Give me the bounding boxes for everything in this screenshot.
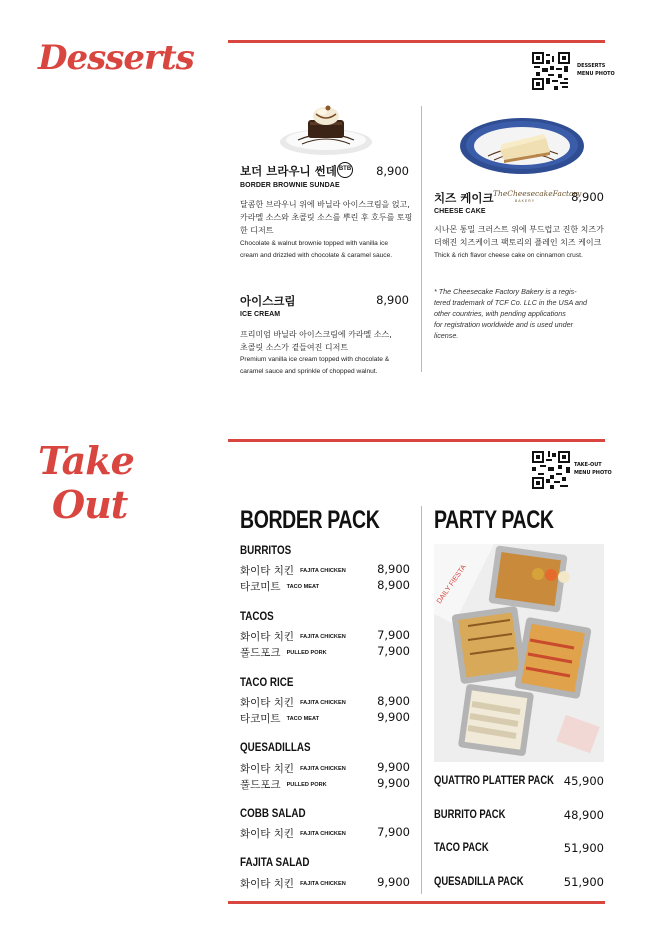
desserts-qr-code[interactable] [532,52,570,90]
row-name-en: FAJITA CHICKEN [300,634,346,640]
icecream-name-en: ICE CREAM [240,311,281,318]
brownie-sundae-photo [278,100,374,158]
row-name-en: FAJITA CHICKEN [300,568,346,574]
menu-row-burritos-taco-meat[interactable] [240,579,410,595]
row-price: 9,900 [377,875,410,889]
cheesecake-factory-logo-text: TheCheesecakeFactory [493,189,582,198]
takeout-qr-code[interactable] [532,451,570,489]
menu-row-cobb-salad-fajita-chicken[interactable] [240,826,410,842]
row-price: 7,900 [377,628,410,642]
icecream-desc-ko [240,328,415,354]
desserts-qr-label [577,62,615,78]
cheesecake-desc-ko-line2: 더해진 치즈케이크 팩토리의 플레인 치즈 케이크 [434,238,602,247]
party-row-name: TACO PACK [434,842,489,854]
note-line2: tered trademark of TCF Co. LLC in the USA and [434,298,588,307]
icecream-price: 8,900 [376,293,409,307]
row-name-en: FAJITA CHICKEN [300,881,346,887]
tacos-heading: TACOS [240,609,274,623]
takeout-title-line2: Out [52,482,128,527]
takeout-title-line1: Take [38,438,134,483]
takeout-qr-label-line1: TAKE-OUT [574,462,602,468]
row-name-en: FAJITA CHICKEN [300,766,346,772]
party-pack-photo [434,544,604,762]
cobb-salad-heading: COBB SALAD [240,806,306,820]
row-name-ko: 화이타 치킨 [240,697,295,709]
row-name-ko: 풀드포크 [240,779,281,791]
row-name-en: TACO MEAT [286,716,319,722]
cheesecake-name-en: CHEESE CAKE [434,208,486,215]
row-name-en: FAJITA CHICKEN [300,831,346,837]
cheesecake-desc-en: Thick & rich flavor cheese cake on cinnamon crust. [434,252,583,259]
cheesecake-name-ko: 치즈 케이크 [434,191,494,205]
brownie-desc-ko-line1: 달콤한 브라우니 위에 바닐라 아이스크림을 얹고, [240,200,410,209]
desserts-qr-label-line1: DESSERTS [577,63,606,69]
takeout-qr-label [574,461,612,477]
row-name-ko: 풀드포크 [240,647,281,659]
row-name-en: FAJITA CHICKEN [300,700,346,706]
desserts-title: Desserts [38,38,194,78]
brownie-price: 8,900 [376,164,409,178]
cheesecake-trademark-note [434,286,606,341]
icecream-name-ko: 아이스크림 [240,294,296,308]
party-pack-title: PARTY PACK [434,506,554,534]
note-line5: license. [434,331,459,340]
row-name-en: PULLED PORK [286,782,327,788]
row-name-ko: 화이타 치킨 [240,565,295,577]
row-price: 8,900 [377,562,410,576]
cheesecake-factory-logo [493,189,582,207]
row-name-ko: 화이타 치킨 [240,631,295,643]
row-price: 9,900 [377,776,410,790]
brownie-desc-en-line1: Chocolate & walnut brownie topped with vanilla ice [240,240,389,247]
burritos-heading: BURRITOS [240,543,292,557]
takeout-top-rule [228,439,605,442]
menu-row-taco-rice-fajita-chicken[interactable] [240,695,410,711]
svg-text:DAILY FIESTA: DAILY FIESTA [435,563,468,606]
menu-row-fajita-salad-fajita-chicken[interactable] [240,876,410,892]
icecream-desc-en-line2: caramel sauce and sprinkle of chopped walnut. [240,368,378,375]
party-row-price: 51,900 [563,841,604,855]
brownie-name-en: BORDER BROWNIE SUNDAE [240,182,340,189]
takeout-bottom-rule [228,901,605,904]
row-name-ko: 화이타 치킨 [240,878,295,890]
icecream-desc-en [240,354,418,378]
cheesecake-photo [458,110,586,178]
icecream-desc-ko-line1: 프리미엄 바닐라 아이스크림에 카라멜 소스, [240,330,392,339]
row-price: 7,900 [377,825,410,839]
note-line4: for registration worldwide and is used under [434,320,574,329]
menu-row-tacos-pulled-pork[interactable] [240,645,410,661]
menu-row-taco-rice-taco-meat[interactable] [240,711,410,727]
menu-row-quesadillas-fajita-chicken[interactable] [240,761,410,777]
party-row-name: QUATTRO PLATTER PACK [434,775,554,787]
party-row-price: 45,900 [563,774,604,788]
cheesecake-desc-ko-line1: 시나몬 통밀 크러스트 위에 부드럽고 진한 치즈가 [434,225,604,234]
row-price: 9,900 [377,760,410,774]
row-price: 7,900 [377,644,410,658]
quesadillas-heading: QUESADILLAS [240,740,311,754]
border-pack-title: BORDER PACK [240,506,380,534]
note-line3: other countries, with pending applications [434,309,566,318]
taco-rice-heading: TACO RICE [240,675,294,689]
desserts-top-rule [228,40,605,43]
cheesecake-factory-logo-sub: BAKERY [514,199,536,203]
party-row-quattro-platter[interactable] [434,775,604,791]
row-price: 9,900 [377,710,410,724]
row-price: 8,900 [377,578,410,592]
party-row-name: BURRITO PACK [434,809,506,821]
brownie-name-ko: 보더 브라우니 썬데 [240,164,337,178]
takeout-column-divider [421,506,422,894]
party-row-name: QUESADILLA PACK [434,876,524,888]
menu-row-tacos-fajita-chicken[interactable] [240,629,410,645]
brownie-desc-en [240,238,418,262]
row-name-en: PULLED PORK [286,650,327,656]
fajita-salad-heading: FAJITA SALAD [240,855,310,869]
brownie-desc-en-line2: cream and drizzled with chocolate & caramel sauce. [240,252,393,259]
icecream-desc-en-line1: Premium vanilla ice cream topped with chocolate & [240,356,390,363]
row-name-ko: 화이타 치킨 [240,828,295,840]
desserts-qr-label-line2: MENU PHOTO [577,71,615,77]
brownie-desc-ko [240,198,415,237]
party-row-burrito-pack[interactable] [434,809,604,825]
menu-row-quesadillas-pulled-pork[interactable] [240,777,410,793]
row-name-ko: 타코미트 [240,713,281,725]
cheesecake-desc-ko [434,223,609,249]
party-row-taco-pack[interactable] [434,842,604,858]
row-name-ko: 타코미트 [240,581,281,593]
row-name-en: TACO MEAT [286,584,319,590]
btb-badge-text: BTB [338,166,352,172]
btb-badge-icon [337,162,353,178]
icecream-desc-ko-line2: 초콜릿 소스가 곁들여진 디저트 [240,343,349,352]
row-price: 8,900 [377,694,410,708]
cheesecake-price: 8,900 [571,190,604,204]
party-row-price: 51,900 [563,875,604,889]
menu-row-burritos-fajita-chicken[interactable] [240,563,410,579]
brownie-desc-ko-line2: 카라멜 소스와 초콜릿 소스를 뿌린 후 호두를 토핑 [240,213,413,222]
takeout-qr-label-line2: MENU PHOTO [574,470,612,476]
note-line1: * The Cheesecake Factory Bakery is a regis- [434,287,577,296]
row-name-ko: 화이타 치킨 [240,763,295,775]
brownie-desc-ko-line3: 한 디저트 [240,226,274,235]
desserts-column-divider [421,106,422,372]
party-row-price: 48,900 [563,808,604,822]
party-row-quesadilla-pack[interactable] [434,876,604,892]
